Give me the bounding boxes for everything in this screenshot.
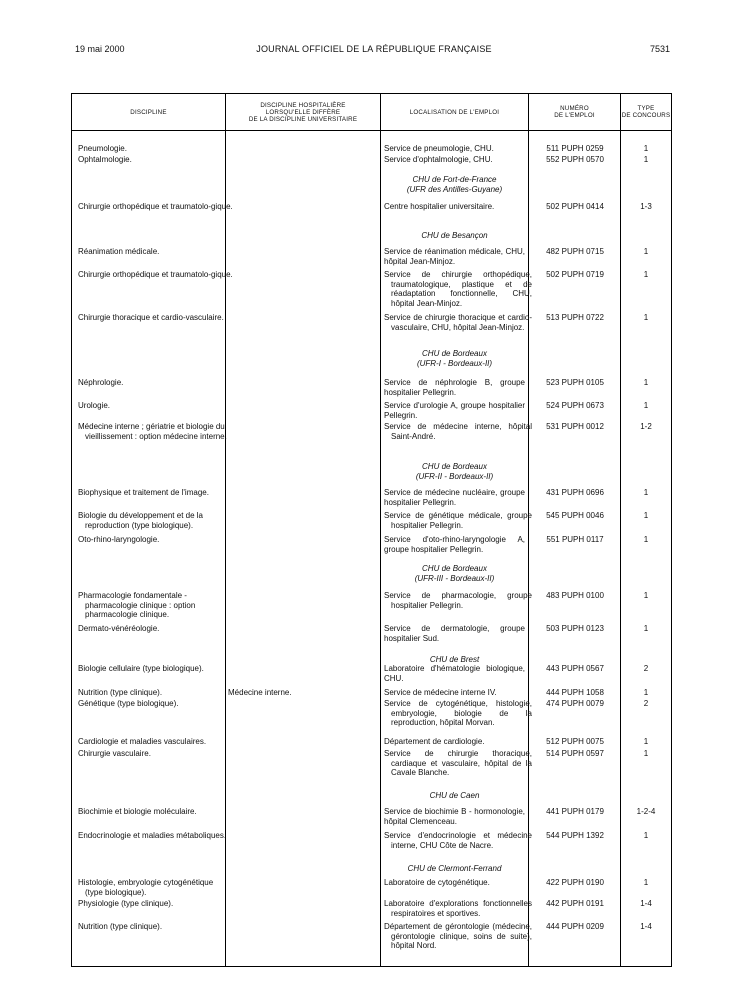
header-rule [72,130,671,131]
location-cell: Service de néphrologie B, groupe hospitalier Pellegrin. [384,378,525,397]
location-cell: Laboratoire d'hématologie biologique, CHU. [384,664,525,683]
location-cell: Service de chirurgie thoracique, cardiaque et vasculaire, hôpital de la Cavale Blanche. [384,749,532,778]
discipline-cell: Nutrition (type clinique). [78,922,163,931]
col-header-hospital-discipline: DISCIPLINE HOSPITALIÈRE LORSQU'ELLE DIFFÈRE DE LA DISCIPLINE UNIVERSITAIRE [248,101,358,123]
competition-type-cell: 1 [643,737,649,746]
competition-type-cell: 1 [643,401,649,410]
competition-type-cell: 2 [643,699,649,708]
post-number-cell: 443 PUPH 0567 [546,664,604,673]
hospital-group-heading: CHU de Caen [429,791,480,800]
competition-type-cell: 1-3 [640,202,652,211]
location-cell: Service de pharmacologie, groupe hospitalier Pellegrin. [384,591,532,610]
competition-type-cell: 1 [643,511,649,520]
hospital-group-heading: CHU de Fort-de-France (UFR des Antilles-Guyane) [406,175,503,194]
location-cell: Service d'urologie A, groupe hospitalier Pellegrin. [384,401,525,420]
post-number-cell: 431 PUPH 0696 [546,488,604,497]
discipline-cell: Biophysique et traitement de l'image. [78,488,209,497]
hospital-group-heading: CHU de Brest [429,655,480,664]
hospital-group-heading: CHU de Bordeaux (UFR-II - Bordeaux-II) [415,462,494,481]
location-cell: Service d'ophtalmologie, CHU. [384,155,493,164]
location-cell: Service de pneumologie, CHU. [384,144,494,153]
location-cell: Service de réanimation médicale, CHU, hôpital Jean-Minjoz. [384,247,525,266]
location-cell: Service de médecine nucléaire, groupe hospitalier Pellegrin. [384,488,525,507]
hospital-group-heading: CHU de Besançon [421,231,488,240]
competition-type-cell: 1 [643,878,649,887]
competition-type-cell: 1 [643,270,649,279]
competition-type-cell: 1 [643,378,649,387]
hospital-discipline-cell: Médecine interne. [228,688,292,697]
location-cell: Département de cardiologie. [384,737,485,746]
discipline-cell: Biologie cellulaire (type biologique). [78,664,204,673]
competition-type-cell: 1 [643,591,649,600]
discipline-cell: Physiologie (type clinique). [78,899,174,908]
location-cell: Service d'oto-rhino-laryngologie A, groupe hospitalier Pellegrin. [384,535,525,554]
hospital-group-heading: CHU de Bordeaux (UFR-I - Bordeaux-II) [416,349,493,368]
post-number-cell: 482 PUPH 0715 [546,247,604,256]
competition-type-cell: 1 [643,155,649,164]
hospital-group-heading: CHU de Bordeaux (UFR-III - Bordeaux-II) [414,564,495,583]
post-number-cell: 513 PUPH 0722 [546,313,604,322]
discipline-cell: Chirurgie orthopédique et traumatolo-gique. [78,202,233,211]
location-cell: Service de cytogénétique, histologie, embryologie, biologie de la reproduction, hôpital Morvan. [384,699,532,728]
discipline-cell: Médecine interne ; gériatrie et biologie du vieillissement : option médecine interne. [78,422,227,441]
competition-type-cell: 1 [643,831,649,840]
post-number-cell: 441 PUPH 0179 [546,807,604,816]
header-date: 19 mai 2000 [75,44,125,54]
competition-type-cell: 1 [643,624,649,633]
post-number-cell: 474 PUPH 0079 [546,699,604,708]
post-number-cell: 444 PUPH 1058 [546,688,604,697]
discipline-cell: Nutrition (type clinique). [78,688,163,697]
discipline-cell: Génétique (type biologique). [78,699,179,708]
post-number-cell: 502 PUPH 0719 [546,270,604,279]
discipline-cell: Histologie, embryologie cytogénétique (type biologique). [78,878,214,897]
competition-type-cell: 1 [643,313,649,322]
discipline-cell: Urologie. [78,401,111,410]
col-header-location: LOCALISATION DE L'EMPLOI [409,108,500,116]
col-header-type: TYPE DE CONCOURS [621,105,671,119]
competition-type-cell: 1 [643,144,649,153]
discipline-cell: Biochimie et biologie moléculaire. [78,807,197,816]
post-number-cell: 512 PUPH 0075 [546,737,604,746]
competition-type-cell: 2 [643,664,649,673]
post-number-cell: 442 PUPH 0191 [546,899,604,908]
competition-type-cell: 1 [643,749,649,758]
journal-title: JOURNAL OFFICIEL DE LA RÉPUBLIQUE FRANÇAISE [256,44,492,54]
post-number-cell: 552 PUPH 0570 [546,155,604,164]
competition-type-cell: 1-2-4 [636,807,656,816]
discipline-cell: Cardiologie et maladies vasculaires. [78,737,207,746]
location-cell: Laboratoire de cytogénétique. [384,878,490,887]
location-cell: Département de gérontologie (médecine, gérontologie clinique, soins de suite), hôpital Nord. [384,922,532,951]
column-divider [380,94,381,966]
hospital-group-heading: CHU de Clermont-Ferrand [407,864,502,873]
post-number-cell: 544 PUPH 1392 [546,831,604,840]
competition-type-cell: 1 [643,247,649,256]
post-number-cell: 514 PUPH 0597 [546,749,604,758]
discipline-cell: Ophtalmologie. [78,155,132,164]
col-header-discipline: DISCIPLINE [130,108,167,116]
location-cell: Service de génétique médicale, groupe hospitalier Pellegrin. [384,511,532,530]
location-cell: Centre hospitalier universitaire. [384,202,495,211]
discipline-cell: Néphrologie. [78,378,124,387]
post-number-cell: 483 PUPH 0100 [546,591,604,600]
post-number-cell: 511 PUPH 0259 [546,144,604,153]
competition-type-cell: 1-4 [640,899,652,908]
discipline-cell: Pneumologie. [78,144,127,153]
competition-type-cell: 1-4 [640,922,652,931]
discipline-cell: Pharmacologie fondamentale - pharmacologie clinique : option pharmacologie clinique. [78,591,196,620]
discipline-cell: Biologie du développement et de la reproduction (type biologique). [78,511,203,530]
location-cell: Service de chirurgie thoracique et cardio-vasculaire, CHU, hôpital Jean-Minjoz. [384,313,532,332]
post-number-cell: 444 PUPH 0209 [546,922,604,931]
location-cell: Service de médecine interne IV. [384,688,497,697]
discipline-cell: Dermato-vénéréologie. [78,624,160,633]
col-header-number: NUMÉRO DE L'EMPLOI [554,105,595,119]
location-cell: Service de chirurgie orthopédique, traumatologique, plastique et de réadaptation fonctionnelle, CHU, hôpital Jean-Minjoz. [384,270,532,308]
competition-type-cell: 1 [643,488,649,497]
location-cell: Service de biochimie B - hormonologie, hôpital Clemenceau. [384,807,525,826]
post-number-cell: 502 PUPH 0414 [546,202,604,211]
discipline-cell: Chirurgie vasculaire. [78,749,151,758]
post-number-cell: 551 PUPH 0117 [546,535,604,544]
post-number-cell: 422 PUPH 0190 [546,878,604,887]
page-number: 7531 [649,44,670,54]
competition-type-cell: 1 [643,535,649,544]
posts-table [71,93,672,967]
location-cell: Service d'endocrinologie et médecine interne, CHU Côte de Nacre. [384,831,532,850]
location-cell: Laboratoire d'explorations fonctionnelles respiratoires et sportives. [384,899,532,918]
post-number-cell: 503 PUPH 0123 [546,624,604,633]
discipline-cell: Réanimation médicale. [78,247,160,256]
location-cell: Service de médecine interne, hôpital Saint-André. [384,422,532,441]
location-cell: Service de dermatologie, groupe hospitalier Sud. [384,624,525,643]
discipline-cell: Endocrinologie et maladies métaboliques. [78,831,227,840]
post-number-cell: 524 PUPH 0673 [546,401,604,410]
competition-type-cell: 1-2 [640,422,652,431]
post-number-cell: 523 PUPH 0105 [546,378,604,387]
discipline-cell: Chirurgie thoracique et cardio-vasculaire. [78,313,224,322]
discipline-cell: Chirurgie orthopédique et traumatolo-gique. [78,270,233,279]
competition-type-cell: 1 [643,688,649,697]
post-number-cell: 545 PUPH 0046 [546,511,604,520]
discipline-cell: Oto-rhino-laryngologie. [78,535,160,544]
post-number-cell: 531 PUPH 0012 [546,422,604,431]
